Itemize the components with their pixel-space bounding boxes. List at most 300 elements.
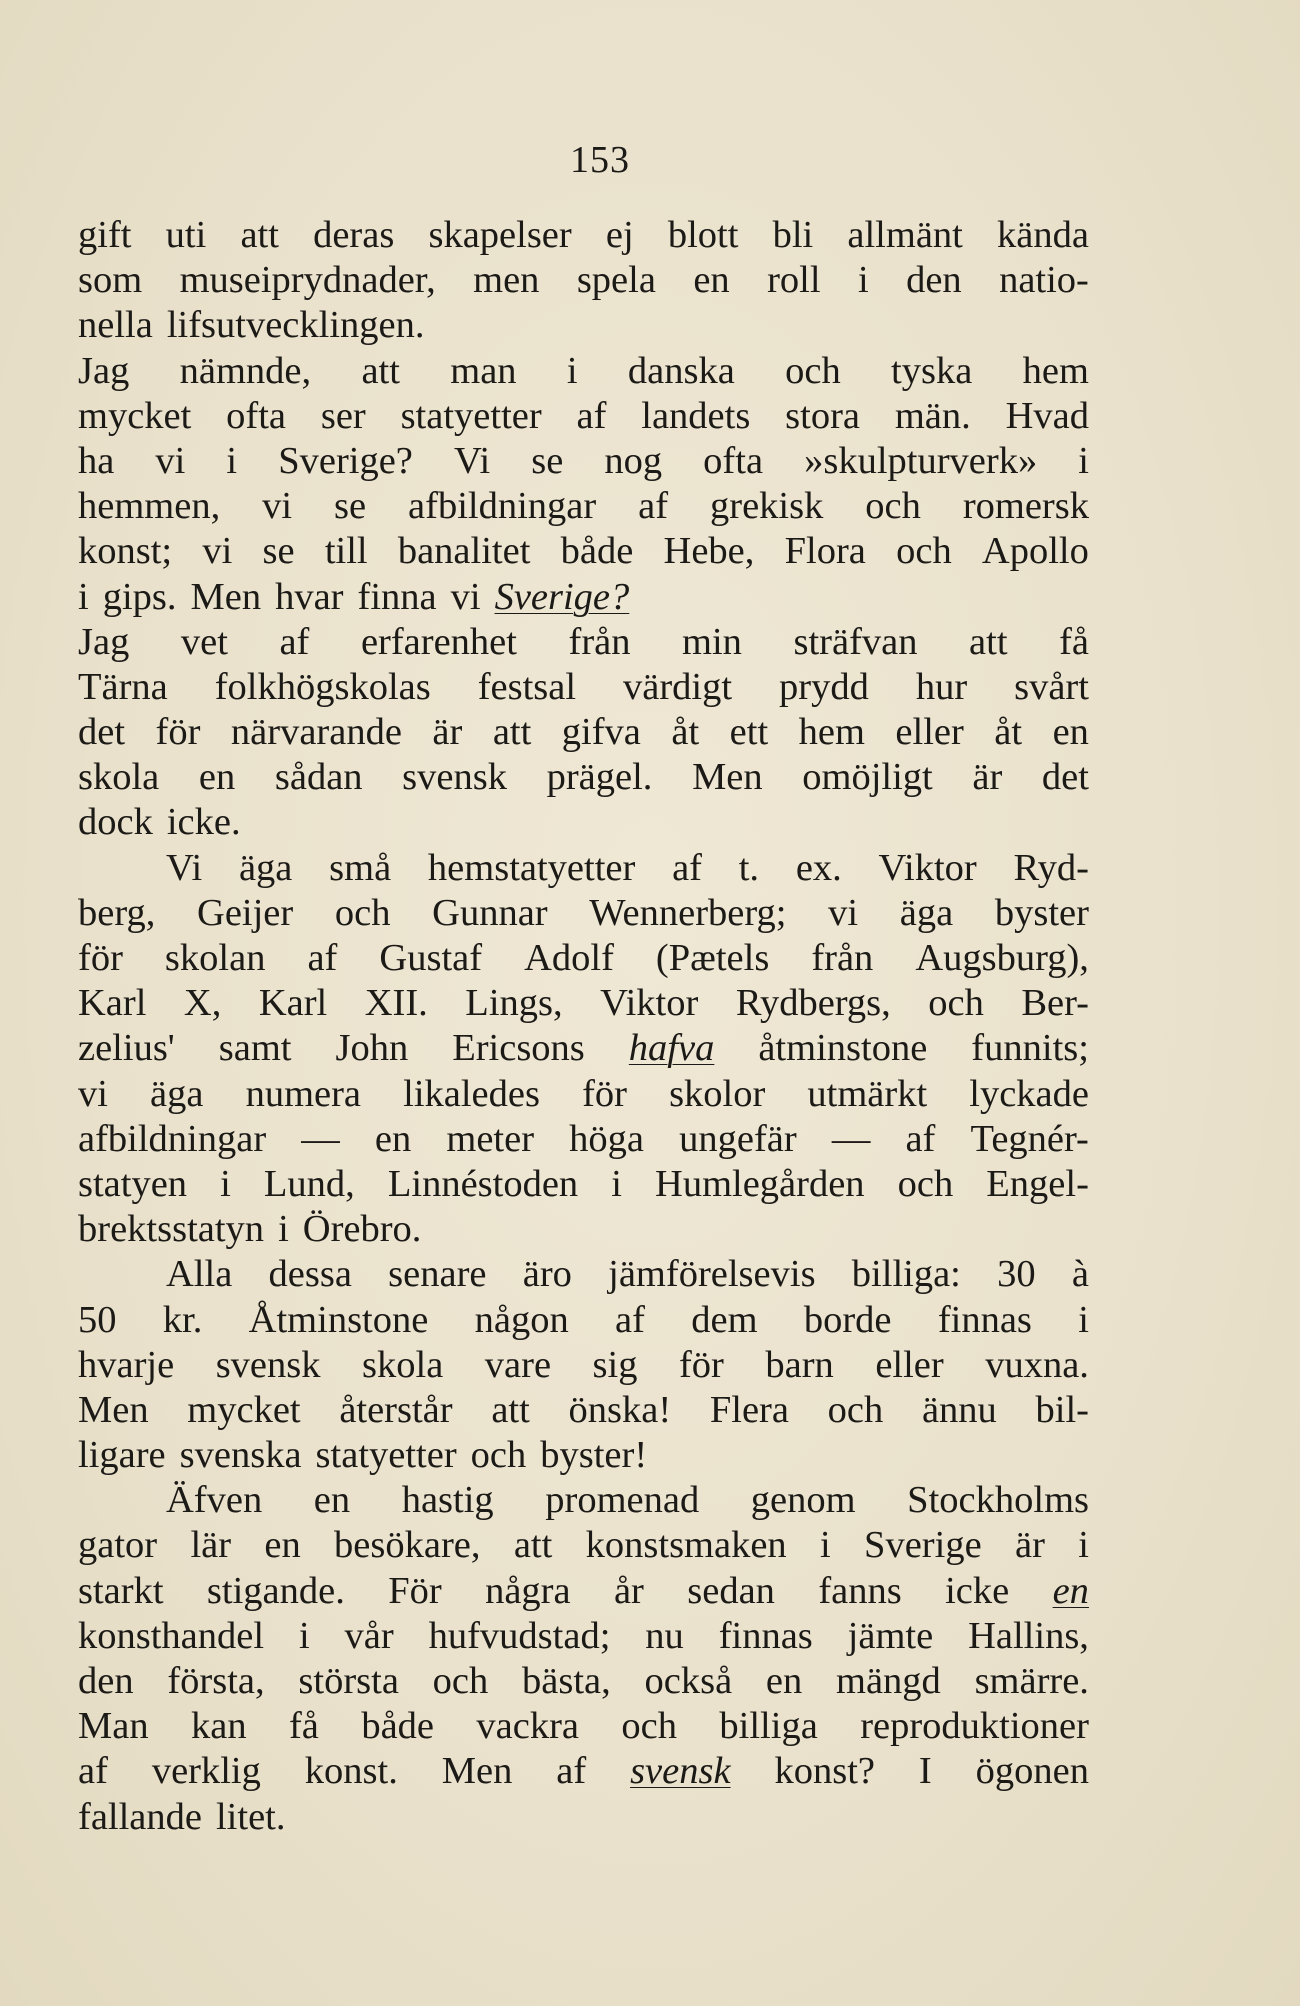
word: ögonen: [975, 1750, 1089, 1793]
word: och: [896, 530, 952, 573]
word: zelius': [78, 1027, 175, 1070]
word: i: [566, 349, 578, 392]
word: finnas: [718, 1614, 813, 1657]
text-line: [78, 1704, 1089, 1749]
word: till: [324, 530, 368, 573]
word: af: [905, 1117, 936, 1160]
word: byster: [994, 891, 1089, 934]
word: af: [576, 394, 607, 437]
word: genom: [750, 1479, 856, 1522]
word: för: [582, 1072, 627, 1115]
word: af: [78, 1750, 108, 1793]
word: byster!: [540, 1434, 648, 1477]
word: t.: [738, 846, 760, 889]
word: äga: [238, 846, 293, 889]
word: Hvad: [1005, 394, 1089, 437]
word: Tärna: [78, 665, 168, 708]
word: sådan: [274, 756, 363, 799]
word: önska!: [568, 1388, 672, 1431]
word: vår: [344, 1614, 394, 1657]
word: vi: [202, 530, 233, 573]
page-number: 153: [570, 139, 630, 181]
word: Äfven: [166, 1479, 263, 1522]
word: museiprydnader,: [179, 259, 436, 302]
word: svårt: [1014, 665, 1089, 708]
word: bil-: [1035, 1388, 1089, 1431]
word: åtminstone: [758, 1027, 928, 1070]
word: från: [811, 937, 874, 979]
word: som: [78, 259, 143, 302]
text-line: [78, 529, 1089, 574]
word: finnas: [937, 1298, 1032, 1341]
text-line: [78, 1523, 1089, 1568]
text-line: [78, 349, 1089, 394]
text-line: [78, 303, 1089, 348]
word: billiga:: [851, 1253, 961, 1296]
word: Men: [78, 1388, 149, 1431]
word: meter: [446, 1117, 535, 1160]
word: »skulpturverk»: [804, 439, 1038, 482]
word: i: [857, 259, 869, 302]
text-line: [78, 755, 1089, 800]
word: Jag: [78, 349, 130, 392]
text-line: [78, 1433, 1089, 1478]
word: men: [473, 259, 540, 302]
word: nog: [604, 439, 663, 482]
word: Hallins,: [968, 1614, 1089, 1657]
word: eller: [895, 711, 964, 754]
word: Augsburg),: [915, 937, 1089, 979]
word: ser: [320, 394, 366, 437]
word: år: [613, 1569, 644, 1612]
word: Flera: [709, 1388, 789, 1431]
word: hastig: [401, 1479, 494, 1522]
word: nu: [645, 1614, 684, 1657]
word: svensk: [402, 756, 507, 799]
word: jämförelsevis: [608, 1253, 816, 1296]
word: bli: [772, 214, 814, 256]
word: bästa,: [522, 1660, 611, 1702]
text-line: [78, 846, 1089, 891]
text-line: [78, 710, 1089, 755]
text-line: [78, 575, 1089, 620]
word: se: [262, 530, 295, 573]
word: mängd: [836, 1660, 941, 1702]
text-line: [78, 936, 1089, 981]
text-line: [78, 620, 1089, 665]
word: svensk: [215, 1343, 321, 1386]
word: Men: [692, 756, 763, 799]
word: Apollo: [981, 530, 1089, 573]
word: Rydbergs,: [735, 982, 891, 1025]
word: gator: [78, 1524, 158, 1567]
word: allmänt: [847, 214, 963, 256]
word: natio-: [999, 259, 1089, 302]
word: I: [918, 1750, 932, 1793]
word: Ericsons: [452, 1027, 585, 1070]
emphasized-word: hafva: [628, 1027, 715, 1070]
word: billiga: [719, 1705, 818, 1748]
word: lifsutvecklingen.: [166, 304, 425, 347]
word: erfarenhet: [360, 620, 517, 663]
word: à: [1071, 1253, 1089, 1296]
word: Vi: [453, 439, 491, 482]
word: hufvudstad;: [428, 1614, 611, 1657]
word: statyetter: [315, 1434, 457, 1477]
word: ofta: [703, 439, 764, 482]
word: finna: [357, 575, 437, 618]
word: Gunnar: [432, 891, 548, 934]
word: för: [78, 937, 123, 979]
word: ha: [78, 439, 115, 482]
word: i: [820, 1524, 831, 1567]
word: en: [765, 1660, 803, 1702]
word: af: [615, 1298, 645, 1341]
text-line: [78, 1343, 1089, 1388]
word: likaledes: [403, 1072, 540, 1115]
word: Flora: [784, 530, 866, 573]
word: och: [432, 1660, 489, 1702]
word: icke.: [166, 801, 241, 844]
text-line: [78, 1162, 1089, 1207]
word: Wennerberg;: [589, 891, 787, 934]
word: tyska: [891, 349, 973, 392]
word: den: [906, 259, 962, 302]
word: att: [492, 711, 532, 754]
text-line: [78, 981, 1089, 1026]
text-line: [78, 213, 1089, 258]
word: kända: [997, 214, 1089, 256]
word: nella: [78, 304, 153, 347]
word: en: [374, 1117, 412, 1160]
word: min: [682, 620, 742, 663]
word: X,: [183, 982, 222, 1025]
text-line: [78, 1614, 1089, 1659]
word: vi: [155, 439, 186, 482]
word: konst;: [78, 530, 173, 573]
word: några: [485, 1569, 571, 1612]
word: af: [672, 846, 702, 889]
text-line: [78, 1117, 1089, 1162]
word: Lund,: [263, 1162, 355, 1205]
word: se: [531, 439, 564, 482]
word: ex.: [795, 846, 842, 889]
word: gips.: [102, 575, 177, 618]
word: få: [288, 1705, 319, 1748]
word: Lings,: [465, 982, 563, 1025]
word: John: [335, 1027, 409, 1070]
word: få: [1059, 620, 1089, 663]
word: första,: [167, 1660, 265, 1702]
text-line: [78, 1478, 1089, 1523]
word: i: [278, 1208, 289, 1251]
word: Alla: [166, 1253, 233, 1296]
word: prägel.: [546, 756, 653, 799]
word: åt: [671, 711, 700, 754]
emphasized-word: svensk: [630, 1750, 731, 1793]
word: återstår: [339, 1388, 453, 1431]
word: och: [865, 485, 921, 528]
word: hvar: [275, 575, 344, 618]
word: vi: [828, 891, 859, 934]
word: Humlegården: [655, 1162, 865, 1205]
text-line: [78, 1298, 1089, 1343]
word: —: [301, 1117, 340, 1160]
word: skolor: [669, 1072, 766, 1115]
text-line: [78, 1388, 1089, 1433]
word: funnits;: [971, 1027, 1089, 1070]
word: Sverige: [864, 1524, 982, 1567]
word: i: [220, 1162, 231, 1205]
word: är: [1014, 1524, 1045, 1567]
word: att: [969, 620, 1008, 663]
word: berg,: [78, 891, 156, 934]
word: roll: [767, 259, 821, 302]
word: från: [568, 620, 631, 663]
word: statyen: [78, 1162, 188, 1205]
word: gifva: [561, 711, 641, 754]
word: att: [361, 349, 400, 392]
word: kr.: [162, 1298, 203, 1341]
word: deras: [313, 214, 395, 256]
word: afbildningar: [408, 485, 597, 528]
word: äro: [522, 1253, 572, 1296]
text-line: [78, 258, 1089, 303]
word: banalitet: [397, 530, 531, 573]
word: för: [678, 1343, 724, 1386]
word: romersk: [962, 485, 1089, 528]
word: ligare: [78, 1434, 166, 1477]
word: 30: [997, 1253, 1036, 1296]
word: omöjligt: [802, 756, 933, 799]
word: ungefär: [679, 1117, 797, 1160]
word: Tegnér-: [970, 1117, 1089, 1160]
word: besökare,: [334, 1524, 481, 1567]
word: lyckade: [969, 1072, 1089, 1115]
word: eller: [875, 1343, 944, 1386]
word: en: [198, 756, 236, 799]
word: Sverige?: [278, 439, 413, 482]
word: Geijer: [197, 891, 294, 934]
word: Karl: [258, 982, 328, 1025]
word: hvarje: [78, 1343, 175, 1386]
word: äga: [150, 1072, 204, 1115]
text-line: [78, 1072, 1089, 1117]
emphasized-word: Sverige?: [494, 575, 630, 618]
word: Engel-: [986, 1162, 1089, 1205]
word: af: [556, 1750, 587, 1793]
word: —: [831, 1117, 871, 1160]
word: konst.: [304, 1750, 398, 1793]
word: och: [928, 982, 984, 1025]
text-line: [78, 1207, 1089, 1252]
text-line: [78, 891, 1089, 936]
word: Viktor: [600, 982, 699, 1025]
word: män.: [894, 394, 971, 437]
word: äga: [899, 891, 954, 934]
word: värdigt: [623, 665, 733, 708]
word: Gustaf: [379, 937, 483, 979]
text-line: [78, 1749, 1089, 1794]
word: i: [226, 439, 238, 482]
word: att: [491, 1388, 530, 1431]
word: ännu: [921, 1388, 997, 1431]
word: smärre.: [974, 1660, 1089, 1702]
word: sträfvan: [793, 620, 918, 663]
word: verklig: [151, 1750, 261, 1793]
word: brektsstatyn: [78, 1208, 265, 1251]
word: att: [240, 214, 279, 256]
word: hem: [798, 711, 865, 754]
word: nämnde,: [179, 349, 312, 392]
word: höga: [569, 1117, 644, 1160]
word: och: [470, 1434, 527, 1477]
word: Åtminstone: [248, 1298, 429, 1341]
word: skolan: [164, 937, 266, 979]
word: danska: [627, 349, 735, 392]
word: jämte: [847, 1614, 934, 1657]
emphasized-word: en: [1052, 1569, 1089, 1612]
word: vuxna.: [985, 1343, 1089, 1386]
word: Linnéstoden: [387, 1162, 579, 1205]
word: vi: [450, 575, 481, 618]
body-text: [78, 213, 1089, 1840]
word: 50: [78, 1298, 117, 1341]
word: festsal: [477, 665, 577, 708]
word: starkt: [78, 1569, 164, 1612]
word: dem: [691, 1298, 758, 1341]
word: Vi: [166, 846, 203, 889]
word: borde: [803, 1298, 892, 1341]
word: numera: [245, 1072, 362, 1115]
word: det: [78, 711, 126, 754]
word: Adolf: [524, 937, 614, 979]
text-line: [78, 665, 1089, 710]
word: landets: [641, 394, 751, 437]
word: någon: [474, 1298, 569, 1341]
word: Karl: [78, 982, 147, 1025]
text-line: [78, 439, 1089, 484]
word: folkhögskolas: [214, 665, 431, 708]
word: se: [334, 485, 367, 528]
word: svenska: [179, 1434, 302, 1477]
word: största: [298, 1660, 399, 1702]
text-line: [78, 800, 1089, 845]
word: sig: [592, 1343, 638, 1386]
word: vackra: [476, 1705, 579, 1748]
word: man: [450, 349, 517, 392]
word: stora: [785, 394, 860, 437]
word: åt: [994, 711, 1023, 754]
word: en: [313, 1479, 351, 1522]
word: Men: [190, 575, 262, 618]
word: afbildningar: [78, 1117, 267, 1160]
word: den: [78, 1660, 134, 1702]
word: barn: [765, 1343, 834, 1386]
word: Men: [441, 1750, 513, 1793]
word: promenad: [545, 1479, 700, 1522]
word: vet: [180, 620, 228, 663]
word: icke: [945, 1569, 1010, 1612]
text-line: [78, 394, 1089, 439]
word: vare: [484, 1343, 552, 1386]
word: för: [155, 711, 201, 754]
word: det: [1041, 756, 1089, 799]
word: gift: [78, 214, 132, 256]
word: utmärkt: [807, 1072, 928, 1115]
word: och: [897, 1162, 954, 1205]
word: mycket: [78, 394, 192, 437]
text-line: [78, 484, 1089, 529]
word: i: [1078, 1524, 1089, 1567]
word: i: [1078, 439, 1089, 482]
word: konstsmaken: [585, 1524, 787, 1567]
word: fanns: [818, 1569, 902, 1612]
word: samt: [218, 1027, 292, 1070]
word: i: [298, 1614, 310, 1657]
word: Stockholms: [907, 1479, 1089, 1522]
word: mycket: [187, 1388, 301, 1431]
text-line: [78, 1795, 1089, 1840]
word: Jag: [78, 620, 130, 663]
word: ej: [605, 214, 634, 256]
word: För: [388, 1569, 442, 1612]
word: konsthandel: [78, 1614, 265, 1657]
text-line: [78, 1026, 1089, 1071]
word: vi: [262, 485, 293, 528]
word: hem: [1022, 349, 1089, 392]
word: dessa: [268, 1253, 352, 1296]
word: prydd: [779, 665, 869, 708]
text-line: [78, 1659, 1089, 1704]
word: en: [1052, 711, 1089, 754]
word: reproduktioner: [860, 1705, 1089, 1748]
word: senare: [388, 1253, 487, 1296]
word: i: [1078, 1298, 1089, 1341]
word: skola: [78, 756, 160, 799]
word: små: [329, 846, 392, 889]
word: XII.: [364, 982, 428, 1025]
word: Hebe,: [663, 530, 755, 573]
word: statyetter: [400, 394, 542, 437]
word: Man: [78, 1705, 149, 1748]
word: en: [693, 259, 730, 302]
word: och: [621, 1705, 677, 1748]
word: är: [972, 756, 1003, 799]
word: hur: [915, 665, 968, 708]
word: och: [334, 891, 391, 934]
text-line: [78, 1569, 1089, 1614]
word: af: [279, 620, 310, 663]
word: Ber-: [1021, 982, 1089, 1025]
word: också: [644, 1660, 733, 1702]
word: skapelser: [428, 214, 572, 256]
word: är: [432, 711, 463, 754]
word: (Pætels: [655, 937, 770, 979]
word: och: [827, 1388, 884, 1431]
word: och: [785, 349, 841, 392]
word: kan: [190, 1705, 247, 1748]
word: af: [307, 937, 338, 979]
word: hemstatyetter: [427, 846, 636, 889]
word: hemmen,: [78, 485, 221, 528]
word: spela: [576, 259, 656, 302]
word: i: [78, 575, 89, 618]
word: närvarande: [230, 711, 402, 754]
word: blott: [667, 214, 739, 256]
word: Ryd-: [1013, 846, 1089, 889]
word: fallande: [78, 1795, 202, 1838]
